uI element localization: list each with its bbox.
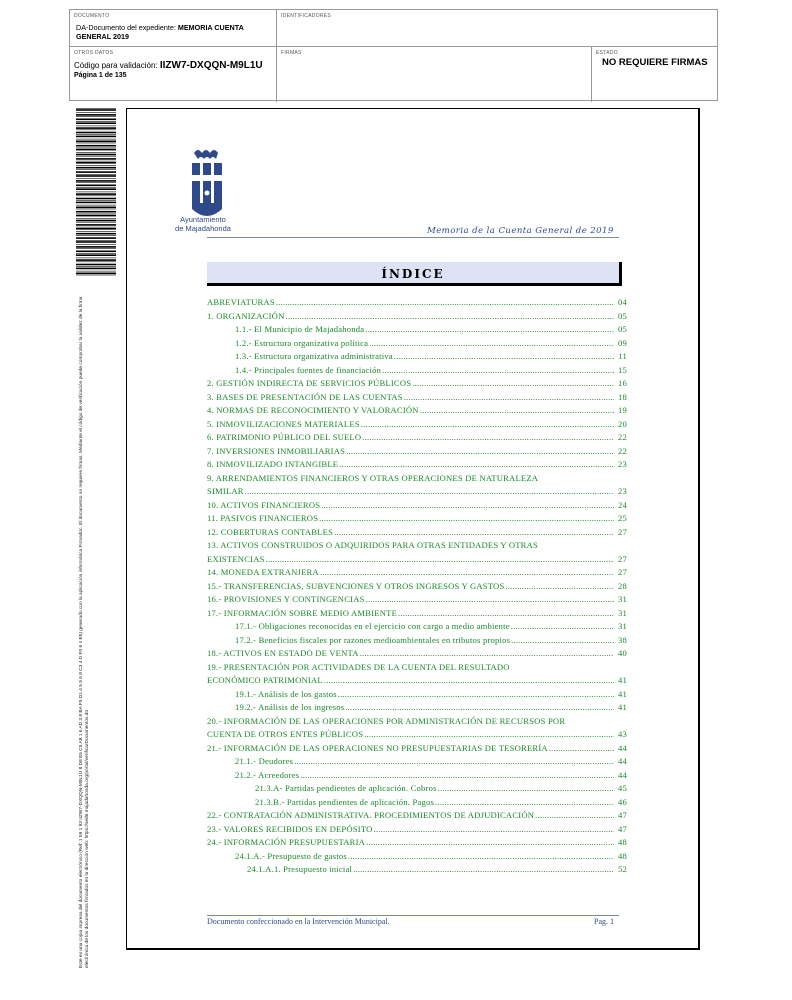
toc-entry[interactable] — [207, 648, 627, 659]
toc-dot-leader — [320, 567, 614, 578]
barcode-bar — [76, 149, 116, 151]
page-number: Pag. 1 — [594, 917, 614, 926]
toc-page-number: 05 — [618, 310, 627, 321]
barcode-bar — [76, 158, 116, 160]
toc-page-number: 48 — [618, 850, 627, 861]
barcode-bar — [76, 132, 116, 134]
barcode-bar — [76, 273, 116, 275]
toc-entry[interactable] — [207, 378, 627, 389]
toc-dot-leader — [505, 581, 614, 592]
barcode-bar — [76, 233, 116, 235]
toc-entry-title: 19.- PRESENTACIÓN POR ACTIVIDADES DE LA CUENTA DEL RESULTADO — [207, 661, 510, 672]
barcode-bar — [76, 141, 116, 143]
barcode-bar — [76, 182, 116, 183]
toc-page-number: 47 — [618, 810, 627, 820]
barcode-bar — [76, 268, 116, 270]
barcode-bar — [76, 259, 116, 261]
toc-entry-title: 21.3.A- Partidas pendientes de aplicación. Cobros — [255, 783, 437, 793]
barcode-bar — [76, 169, 116, 170]
barcode-bar — [76, 174, 116, 175]
toc-page-number: 20 — [618, 418, 627, 429]
toc-dot-leader — [300, 770, 614, 781]
toc-page-number: 44 — [618, 769, 627, 780]
documento-value: DA-Documento del expediente: MEMORIA CUENTA GENERAL 2019 — [76, 23, 244, 41]
validation-code: Código para validación: IIZW7-DXQQN-M9L1U — [74, 60, 263, 71]
toc-dot-leader — [324, 675, 614, 686]
barcode-bar — [76, 237, 116, 239]
toc-entry-title: 12. COBERTURAS CONTABLES — [207, 526, 334, 537]
barcode-bar — [76, 246, 116, 248]
barcode-bar — [76, 262, 116, 263]
toc-page-number: 46 — [618, 796, 627, 807]
toc-entry[interactable] — [207, 486, 627, 497]
document-header-table — [69, 9, 718, 101]
barcode-bar — [76, 214, 116, 215]
toc-entry-title: 11. PASIVOS FINANCIEROS — [207, 513, 319, 523]
toc-entry-title: 3. BASES DE PRESENTACIÓN DE LAS CUENTAS — [207, 391, 403, 402]
toc-entry-title: 6. PATRIMONIO PÚBLICO DEL SUELO — [207, 432, 362, 442]
toc-page-number: 38 — [618, 634, 627, 645]
toc-entry-title: 1. ORGANIZACIÓN — [207, 310, 285, 321]
toc-entry[interactable] — [207, 729, 627, 740]
toc-entry[interactable] — [207, 513, 627, 524]
toc-entry-title: 20.- INFORMACIÓN DE LAS OPERACIONES POR ADMINISTRACIÓN DE RECURSOS POR — [207, 715, 566, 726]
toc-dot-leader — [549, 743, 614, 754]
toc-page-number: 24 — [618, 499, 627, 510]
barcode-bar — [76, 162, 116, 164]
toc-dot-leader — [338, 689, 614, 700]
toc-dot-leader — [334, 527, 614, 538]
toc-dot-leader — [365, 324, 614, 335]
toc-entry[interactable] — [207, 824, 627, 835]
toc-page-number: 41 — [618, 688, 627, 699]
barcode-bar — [76, 116, 116, 117]
toc-dot-leader — [366, 594, 614, 605]
toc-entry[interactable] — [207, 837, 627, 848]
barcode-bar — [76, 251, 116, 253]
toc-entry[interactable] — [207, 608, 627, 619]
toc-entry[interactable] — [207, 567, 627, 578]
barcode-bar — [76, 121, 116, 122]
toc-entry-continuation: SIMILAR — [207, 486, 244, 496]
barcode-bar — [76, 218, 116, 219]
toc-dot-leader — [294, 756, 614, 767]
barcode-bar — [76, 196, 116, 197]
toc-entry-title: 21.2.- Acreedores — [235, 769, 300, 780]
barcode-bar — [76, 165, 116, 166]
toc-dot-leader — [321, 500, 614, 511]
toc-page-number: 43 — [618, 729, 627, 739]
toc-entry-title: 21.- INFORMACIÓN DE LAS OPERACIONES NO PRESUPUESTARIAS DE TESORERÍA — [207, 742, 548, 753]
otros-datos-caption: OTROS DATOS — [74, 50, 114, 56]
toc-entry-title: 19.1.- Análisis de los gastos — [235, 688, 337, 699]
barcode-bar — [76, 187, 116, 188]
toc-dot-leader — [362, 432, 614, 443]
toc-dot-leader — [364, 729, 614, 740]
toc-dot-leader — [360, 648, 614, 659]
barcode-bar — [76, 193, 116, 195]
toc-page-number: 48 — [618, 837, 627, 847]
barcode-bar — [76, 161, 116, 162]
toc-dot-leader — [353, 864, 614, 875]
identificadores-cell — [277, 10, 592, 46]
toc-dot-leader — [394, 351, 614, 362]
toc-entry[interactable] — [235, 770, 627, 781]
toc-dot-leader — [276, 297, 614, 308]
barcode-bar — [76, 134, 116, 135]
toc-page-number: 09 — [618, 337, 627, 348]
barcode-bar — [76, 271, 116, 272]
barcode-bar — [76, 254, 116, 256]
toc-entry-title: 4. NORMAS DE RECONOCIMIENTO Y VALORACIÓN — [207, 405, 419, 415]
barcode-bar — [76, 264, 116, 266]
toc-entry-title: 22.- CONTRATACIÓN ADMINISTRATIVA. PROCEDIMIENTOS DE ADJUDICACIÓN — [207, 810, 535, 820]
toc-entry[interactable] — [207, 311, 627, 322]
toc-entry[interactable] — [235, 689, 627, 700]
toc-page-number: 23 — [618, 459, 627, 469]
toc-entry-continuation: EXISTENCIAS — [207, 553, 265, 564]
toc-dot-leader — [319, 513, 614, 524]
toc-dot-leader — [361, 419, 614, 430]
barcode-bar — [76, 209, 116, 210]
toc-entry-title: 18.- ACTIVOS EN ESTADO DE VENTA — [207, 648, 359, 658]
barcode-bar — [76, 154, 116, 156]
toc-dot-leader — [412, 378, 614, 389]
toc-entry[interactable] — [235, 621, 627, 632]
barcode-bar — [76, 143, 116, 144]
barcode-bar — [76, 207, 116, 209]
codigo: IIZW7-DXQQN-M9L1U — [159, 60, 263, 71]
barcode-bar — [76, 211, 116, 213]
running-head: Memoria de la Cuenta General de 2019 — [427, 226, 614, 236]
barcode-bar — [76, 202, 116, 204]
barcode-bar — [76, 240, 116, 241]
toc-entry-title: 21.3.B.- Partidas pendientes de aplicación. Pagos — [255, 796, 435, 807]
toc-dot-leader — [346, 446, 614, 457]
toc-page-number: 18 — [618, 391, 627, 402]
barcode-bar — [76, 112, 116, 113]
barcode-bar — [76, 122, 116, 124]
toc-page-number: 22 — [618, 445, 627, 456]
barcode-bar — [76, 248, 116, 249]
barcode-bar — [76, 253, 116, 254]
toc-page-number: 28 — [618, 580, 627, 591]
footer-note: Documento confeccionado en la Intervención Municipal. — [207, 917, 390, 926]
barcode-bar — [76, 178, 116, 179]
toc-entry-title: 5. INMOVILIZACIONES MATERIALES — [207, 418, 360, 429]
toc-entry[interactable] — [235, 338, 627, 349]
barcode-bar — [76, 127, 116, 129]
toc-entry-title: ABREVIATURAS — [207, 297, 275, 307]
toc-entry-title: 17.- INFORMACIÓN SOBRE MEDIO AMBIENTE — [207, 607, 398, 618]
toc-entry[interactable] — [235, 851, 627, 862]
barcode-bar — [76, 192, 116, 193]
toc-entry-title: 19.2.- Análisis de los ingresos — [235, 702, 345, 712]
estado-cell — [592, 47, 719, 102]
barcode-bar — [76, 235, 116, 236]
toc-page-number: 04 — [618, 297, 627, 307]
barcode-bar — [76, 126, 116, 127]
toc-entry[interactable] — [207, 392, 627, 403]
toc-page-number: 31 — [618, 594, 627, 604]
toc-entry[interactable] — [207, 675, 627, 686]
footer-rule — [207, 915, 619, 916]
toc-entry[interactable] — [207, 500, 627, 511]
documento-cell — [70, 10, 277, 46]
barcode-bar — [76, 222, 116, 223]
toc-entry[interactable] — [207, 405, 627, 416]
toc-dot-leader — [382, 365, 614, 376]
toc-page-number: 22 — [618, 432, 627, 442]
toc-page-number: 25 — [618, 513, 627, 523]
toc-dot-leader — [285, 311, 614, 322]
barcode-bar — [76, 109, 116, 111]
barcode-bar — [76, 185, 116, 187]
barcode-bar — [76, 148, 116, 149]
toc-entry-title: 24.- INFORMACIÓN PRESUPUESTARIA — [207, 837, 366, 847]
toc-page-number: 27 — [618, 567, 627, 577]
toc-entry-title: 17.1.- Obligaciones reconocidas en el ejercicio con cargo a medio ambiente — [235, 621, 510, 631]
toc-page-number: 52 — [618, 864, 627, 874]
barcode-bar — [76, 231, 116, 232]
identificadores-caption: IDENTIFICADORES — [281, 13, 332, 19]
barcode-bar — [76, 156, 116, 157]
toc-entry-continuation: ECONÓMICO PATRIMONIAL — [207, 675, 323, 685]
toc-dot-leader — [266, 554, 614, 565]
toc-page-number: 41 — [618, 702, 627, 712]
barcode-bar — [76, 139, 116, 140]
estado-value: NO REQUIERE FIRMAS — [602, 57, 708, 68]
toc-entry[interactable] — [207, 446, 627, 457]
toc-page-number: 31 — [618, 607, 627, 618]
toc-entry[interactable] — [255, 797, 627, 808]
toc-page-number: 19 — [618, 405, 627, 415]
toc-dot-leader — [435, 797, 614, 808]
barcode-bar — [76, 220, 116, 222]
barcode-bar — [76, 188, 116, 190]
toc-page-number: 45 — [618, 783, 627, 793]
barcode-bar — [76, 119, 116, 121]
toc-entry-title: 7. INVERSIONES INMOBILIARIAS — [207, 445, 346, 456]
toc-dot-leader — [398, 608, 614, 619]
barcode-bar — [76, 175, 116, 177]
toc-entry-title: 23.- VALORES RECIBIDOS EN DEPÓSITO — [207, 823, 373, 834]
toc-page-number: 15 — [618, 364, 627, 375]
toc-dot-leader — [438, 783, 614, 794]
toc-page-number: 44 — [618, 756, 627, 766]
index-title-box — [207, 262, 622, 286]
barcode-bar — [76, 114, 116, 116]
toc-entry-title: 1.1.- El Municipio de Majadahonda — [235, 324, 365, 334]
logo-text: Ayuntamiento de Majadahonda — [175, 215, 231, 233]
barcode-bar — [76, 244, 116, 245]
toc-entry-title: 9. ARRENDAMIENTOS FINANCIEROS Y OTRAS OPERACIONES DE NATURALEZA — [207, 472, 539, 483]
toc-entry-title: 1.4.- Principales fuentes de financiación — [235, 364, 382, 375]
toc-entry-title: 24.1.A.- Presupuesto de gastos — [235, 850, 347, 861]
toc-entry-title: 8. INMOVILIZADO INTANGIBLE — [207, 459, 339, 469]
documento-title: MEMORIA CUENTA GENERAL 2019 — [76, 23, 244, 41]
barcode-bar — [76, 227, 116, 228]
toc-page-number: 40 — [618, 648, 627, 658]
toc-dot-leader — [369, 338, 614, 349]
barcode-bar — [76, 145, 116, 147]
barcode-image — [76, 108, 116, 276]
page-count: Página 1 de 135 — [74, 72, 127, 79]
barcode-bar — [76, 275, 116, 276]
toc-dot-leader — [245, 486, 614, 497]
toc-entry-title: 16.- PROVISIONES Y CONTINGENCIAS — [207, 594, 365, 604]
toc-page-number: 16 — [618, 378, 627, 388]
toc-entry[interactable] — [235, 351, 627, 362]
otros-datos-cell — [70, 47, 277, 102]
toc-dot-leader — [345, 702, 614, 713]
toc-entry[interactable] — [235, 756, 627, 767]
toc-entry[interactable] — [207, 581, 627, 592]
toc-entry-title: 1.2.- Estructura organizativa política — [235, 337, 369, 348]
barcode-bar — [76, 152, 116, 153]
toc-entry-title: 17.2.- Beneficios fiscales por razones medioambientales en tributos propios — [235, 634, 511, 645]
toc-entry-title: 10. ACTIVOS FINANCIEROS — [207, 499, 321, 510]
toc-entry-title: 21.1.- Deudores — [235, 756, 294, 766]
barcode-bar — [76, 200, 116, 201]
estado-caption: ESTADO — [596, 50, 618, 56]
toc-dot-leader — [348, 851, 614, 862]
document-page — [126, 108, 700, 950]
toc-entry[interactable] — [207, 419, 627, 430]
toc-page-number: 47 — [618, 823, 627, 834]
toc-entry[interactable] — [207, 527, 627, 538]
barcode-bar — [76, 108, 116, 109]
toc-page-number: 41 — [618, 675, 627, 685]
toc-entry[interactable] — [207, 297, 627, 308]
barcode-bar — [76, 258, 116, 259]
firmas-caption: FIRMAS — [281, 50, 302, 56]
toc-entry-continuation: CUENTA DE OTROS ENTES PÚBLICOS — [207, 729, 364, 739]
barcode-bar — [76, 205, 116, 206]
toc-entry[interactable] — [207, 459, 627, 470]
toc-entry[interactable] — [207, 594, 627, 605]
documento-caption: DOCUMENTO — [74, 13, 110, 19]
barcode-bar — [76, 167, 116, 169]
barcode-bar — [76, 228, 116, 230]
toc-dot-leader — [339, 459, 614, 470]
toc-entry-title: 14. MONEDA EXTRANJERA — [207, 567, 319, 577]
barcode-bar — [76, 215, 116, 217]
barcode-bar — [76, 198, 116, 200]
toc-page-number: 27 — [618, 553, 627, 564]
toc-entry[interactable] — [235, 635, 627, 646]
toc-dot-leader — [374, 824, 614, 835]
toc-entry-title: 1.3.- Estructura organizativa administrativa — [235, 351, 393, 361]
toc-page-number: 27 — [618, 526, 627, 537]
toc-page-number: 23 — [618, 486, 627, 496]
verification-side-text: Este es una copia impresa del documento electrónico (Ref: 1 59 1 93 IIZW7-DXQQN-M9L1U 8 D8 E5 C5 A8 1 6 AD 3 8 BA F5 D1 4 5 9 6 8 C3 4 D F0 6 4 E5) generado con la aplicación informática Firmadoc. El documento no requiere firmas. Mediante el código de verificación puede comprobar la validez de la firma electrónica de los documentos firmados en la dirección web: https://sede.majadahonda.org/portal/verificarDocumentos.do — [79, 296, 91, 968]
barcode-bar — [76, 130, 116, 131]
toc-entry[interactable] — [207, 743, 627, 754]
toc-entry[interactable] — [235, 365, 627, 376]
toc-entry[interactable] — [207, 810, 627, 821]
toc-dot-leader — [535, 810, 614, 821]
firmas-cell — [277, 47, 592, 102]
toc-dot-leader — [420, 405, 614, 416]
toc-entry-title: 2. GESTIÓN INDIRECTA DE SERVICIOS PÚBLICOS — [207, 378, 412, 388]
toc-page-number: 11 — [618, 351, 627, 361]
barcode-bar — [76, 241, 116, 243]
barcode-bar — [76, 266, 116, 267]
toc-entry-title: 13. ACTIVOS CONSTRUIDOS O ADQUIRIDOS PARA OTRAS ENTIDADES Y OTRAS — [207, 540, 539, 550]
toc-entry[interactable] — [247, 864, 627, 875]
barcode-bar — [76, 224, 116, 226]
barcode-bar — [76, 171, 116, 173]
header-rule — [207, 237, 619, 238]
toc-entry[interactable] — [235, 324, 627, 335]
index-title: ÍNDICE — [381, 267, 445, 281]
toc-entry-title: 15.- TRANSFERENCIAS, SUBVENCIONES Y OTROS INGRESOS Y GASTOS — [207, 580, 505, 591]
toc-entry[interactable] — [255, 783, 627, 794]
toc-dot-leader — [366, 837, 614, 848]
toc-entry-title: 24.1.A.1. Presupuesto inicial — [247, 864, 353, 874]
barcode-bar — [76, 136, 116, 138]
toc-dot-leader — [404, 392, 614, 403]
barcode-bar — [76, 180, 116, 182]
toc-page-number: 05 — [618, 324, 627, 334]
toc-entry[interactable] — [207, 432, 627, 443]
toc-entry[interactable] — [207, 554, 627, 565]
toc-page-number: 31 — [618, 621, 627, 631]
toc-dot-leader — [511, 621, 614, 632]
toc-page-number: 44 — [618, 742, 627, 753]
toc-dot-leader — [511, 635, 614, 646]
toc-entry[interactable] — [235, 702, 627, 713]
